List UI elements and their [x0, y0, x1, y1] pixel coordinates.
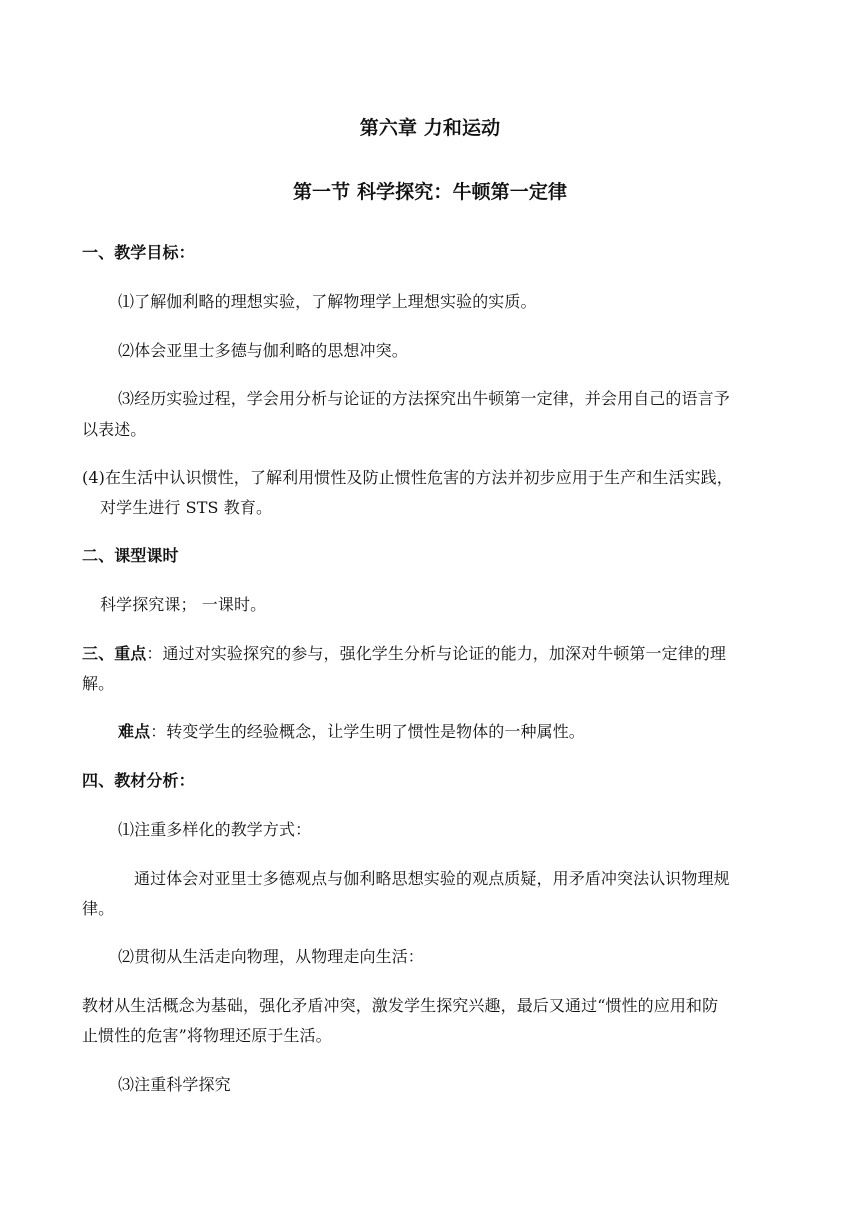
materials-item-1-text-line-2: 律。: [82, 899, 115, 918]
objective-item-3-line-1: ⑶经历实验过程，学会用分析与论证的方法探究出牛顿第一定律，并会用自己的语言予: [118, 389, 730, 408]
key-points-line-1: [82, 644, 726, 664]
materials-item-1: ⑴注重多样化的教学方式：: [118, 820, 312, 839]
objective-item-3-line-2: 以表述。: [82, 420, 147, 439]
materials-item-1-text-line-1: 通过体会对亚里士多德观点与伽利略思想实验的观点质疑，用矛盾冲突法认识物理规: [134, 869, 730, 888]
section-heading-lesson-type: 二、课型课时: [82, 546, 179, 565]
materials-item-3: ⑶注重科学探究: [118, 1075, 231, 1094]
difficulty-line: [118, 722, 585, 742]
objective-item-4-line-1: (4)在生活中认识惯性，了解利用惯性及防止惯性危害的方法并初步应用于生产和生活实践，: [82, 468, 733, 487]
objective-item-2: ⑵体会亚里士多德与伽利略的思想冲突。: [118, 341, 408, 360]
key-points-line-2: 解。: [82, 674, 115, 693]
difficulty-text: ：转变学生的经验概念，让学生明了惯性是物体的一种属性。: [150, 722, 585, 741]
section-title: 第一节 科学探究：牛顿第一定律: [292, 181, 568, 203]
key-points-text: ：通过对实验探究的参与，强化学生分析与论证的能力，加深对牛顿第一定律的理: [146, 644, 727, 663]
key-points-label: 三、重点: [82, 644, 147, 663]
materials-item-2-text-line-2: 止惯性的危害”将物理还原于生活。: [82, 1026, 332, 1045]
lesson-type-content: 科学探究课； 一课时。: [100, 595, 267, 614]
objective-item-1: ⑴了解伽利略的理想实验，了解物理学上理想实验的实质。: [118, 292, 537, 311]
objective-item-4-line-2: 对学生进行 STS 教育。: [100, 498, 273, 517]
section-heading-objectives: 一、教学目标：: [82, 243, 195, 262]
materials-item-2-text-line-1: 教材从生活概念为基础，强化矛盾冲突，激发学生探究兴趣，最后又通过“惯性的应用和防: [82, 996, 719, 1015]
difficulty-label: 难点: [118, 722, 151, 741]
section-heading-materials: 四、教材分析：: [82, 771, 195, 790]
materials-item-2: ⑵贯彻从生活走向物理，从物理走向生活：: [118, 947, 424, 966]
chapter-title: 第六章 力和运动: [359, 117, 501, 139]
